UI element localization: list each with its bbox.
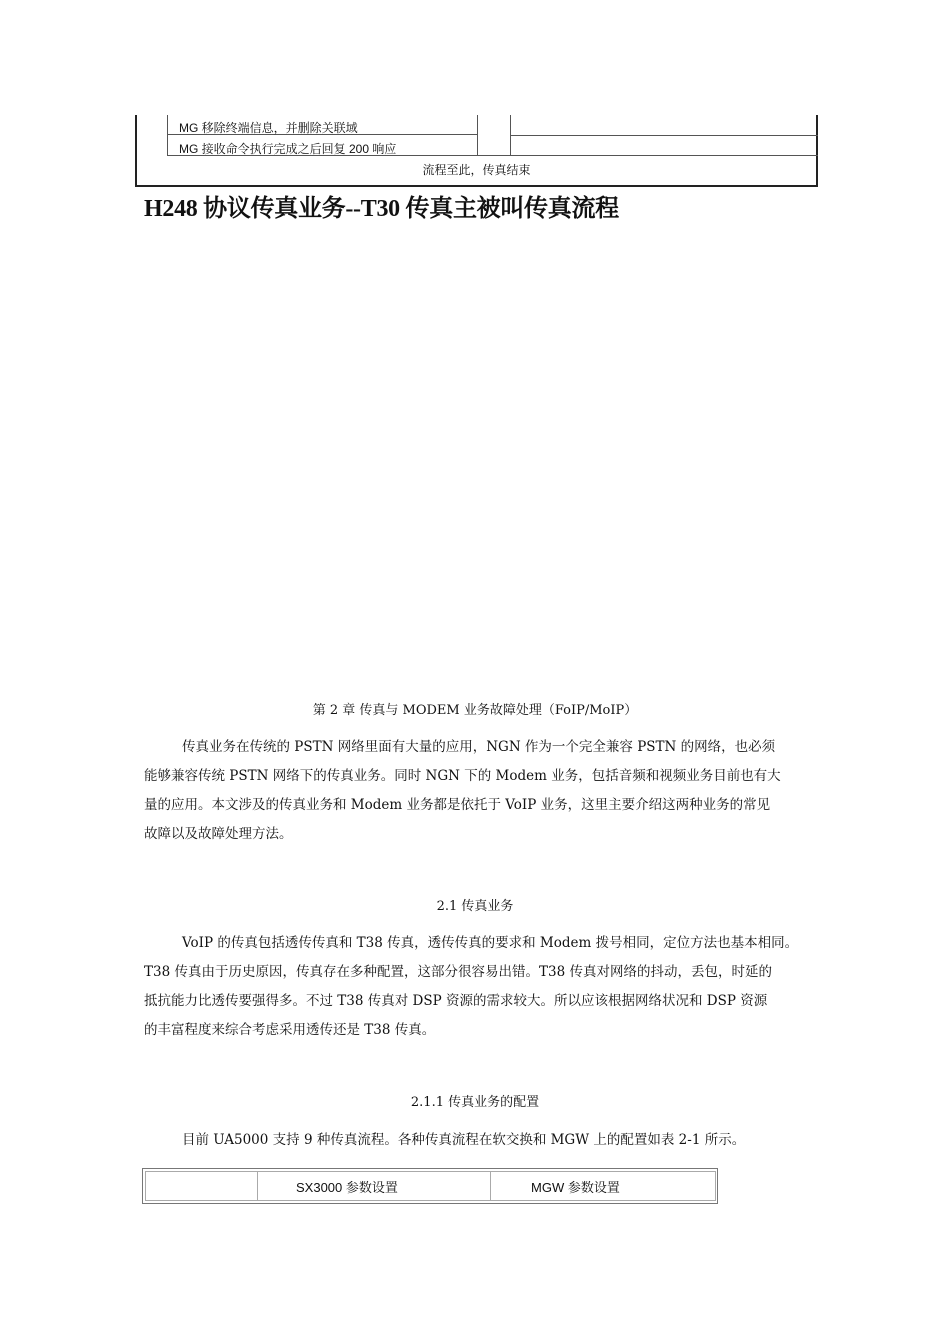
table-header-cell: [145, 1171, 258, 1201]
table-cell: MG 接收命令执行完成之后回复 200 响应: [179, 142, 397, 156]
table-header-cell: [490, 1171, 716, 1201]
paragraph-line: 抵抗能力比透传要强得多。不过 T38 传真对 DSP 资源的需求较大。所以应该根据网络状况和 DSP 资源: [144, 993, 768, 1009]
paragraph-line: 传真业务在传统的 PSTN 网络里面有大量的应用，NGN 作为一个完全兼容 PSTN 的网络，也必须: [182, 739, 776, 755]
config-table: [142, 1168, 718, 1204]
table-divider: [477, 115, 478, 155]
flow-table: [135, 115, 818, 187]
paragraph-line: 故障以及故障处理方法。: [144, 826, 293, 842]
paragraph-line: 目前 UA5000 支持 9 种传真流程。各种传真流程在软交换和 MGW 上的配置如表 2-1 所示。: [182, 1132, 746, 1148]
table-cell: MG 移除终端信息，并删除关联域: [179, 121, 358, 135]
paragraph-line: T38 传真由于历史原因，传真存在多种配置，这部分很容易出错。T38 传真对网络的抖动，丢包，时延的: [144, 964, 772, 980]
page-heading: H248 协议传真业务--T30 传真主被叫传真流程: [144, 196, 619, 222]
paragraph-line: 量的应用。本文涉及的传真业务和 Modem 业务都是依托于 VoIP 业务，这里主要介绍这两种业务的常见: [144, 797, 771, 813]
paragraph-line: 能够兼容传统 PSTN 网络下的传真业务。同时 NGN 下的 Modem 业务，包括音频和视频业务目前也有大: [144, 768, 781, 784]
paragraph-line: VoIP 的传真包括透传传真和 T38 传真，透传传真的要求和 Modem 拨号相同，定位方法也基本相同。: [182, 935, 799, 951]
table-header-label: MGW 参数设置: [531, 1180, 620, 1195]
table-divider: [510, 135, 818, 136]
table-divider: [167, 115, 168, 155]
paragraph-line: 的丰富程度来综合考虑采用透传还是 T38 传真。: [144, 1022, 436, 1038]
table-header-label: SX3000 参数设置: [296, 1180, 398, 1195]
section-title: 2.1 传真业务: [436, 899, 514, 914]
table-header-cell: [257, 1171, 491, 1201]
table-footer: 流程至此，传真结束: [422, 163, 531, 177]
chapter-title: 第 2 章 传真与 MODEM 业务故障处理（FoIP/MoIP）: [312, 703, 638, 718]
subsection-title: 2.1.1 传真业务的配置: [410, 1095, 540, 1110]
